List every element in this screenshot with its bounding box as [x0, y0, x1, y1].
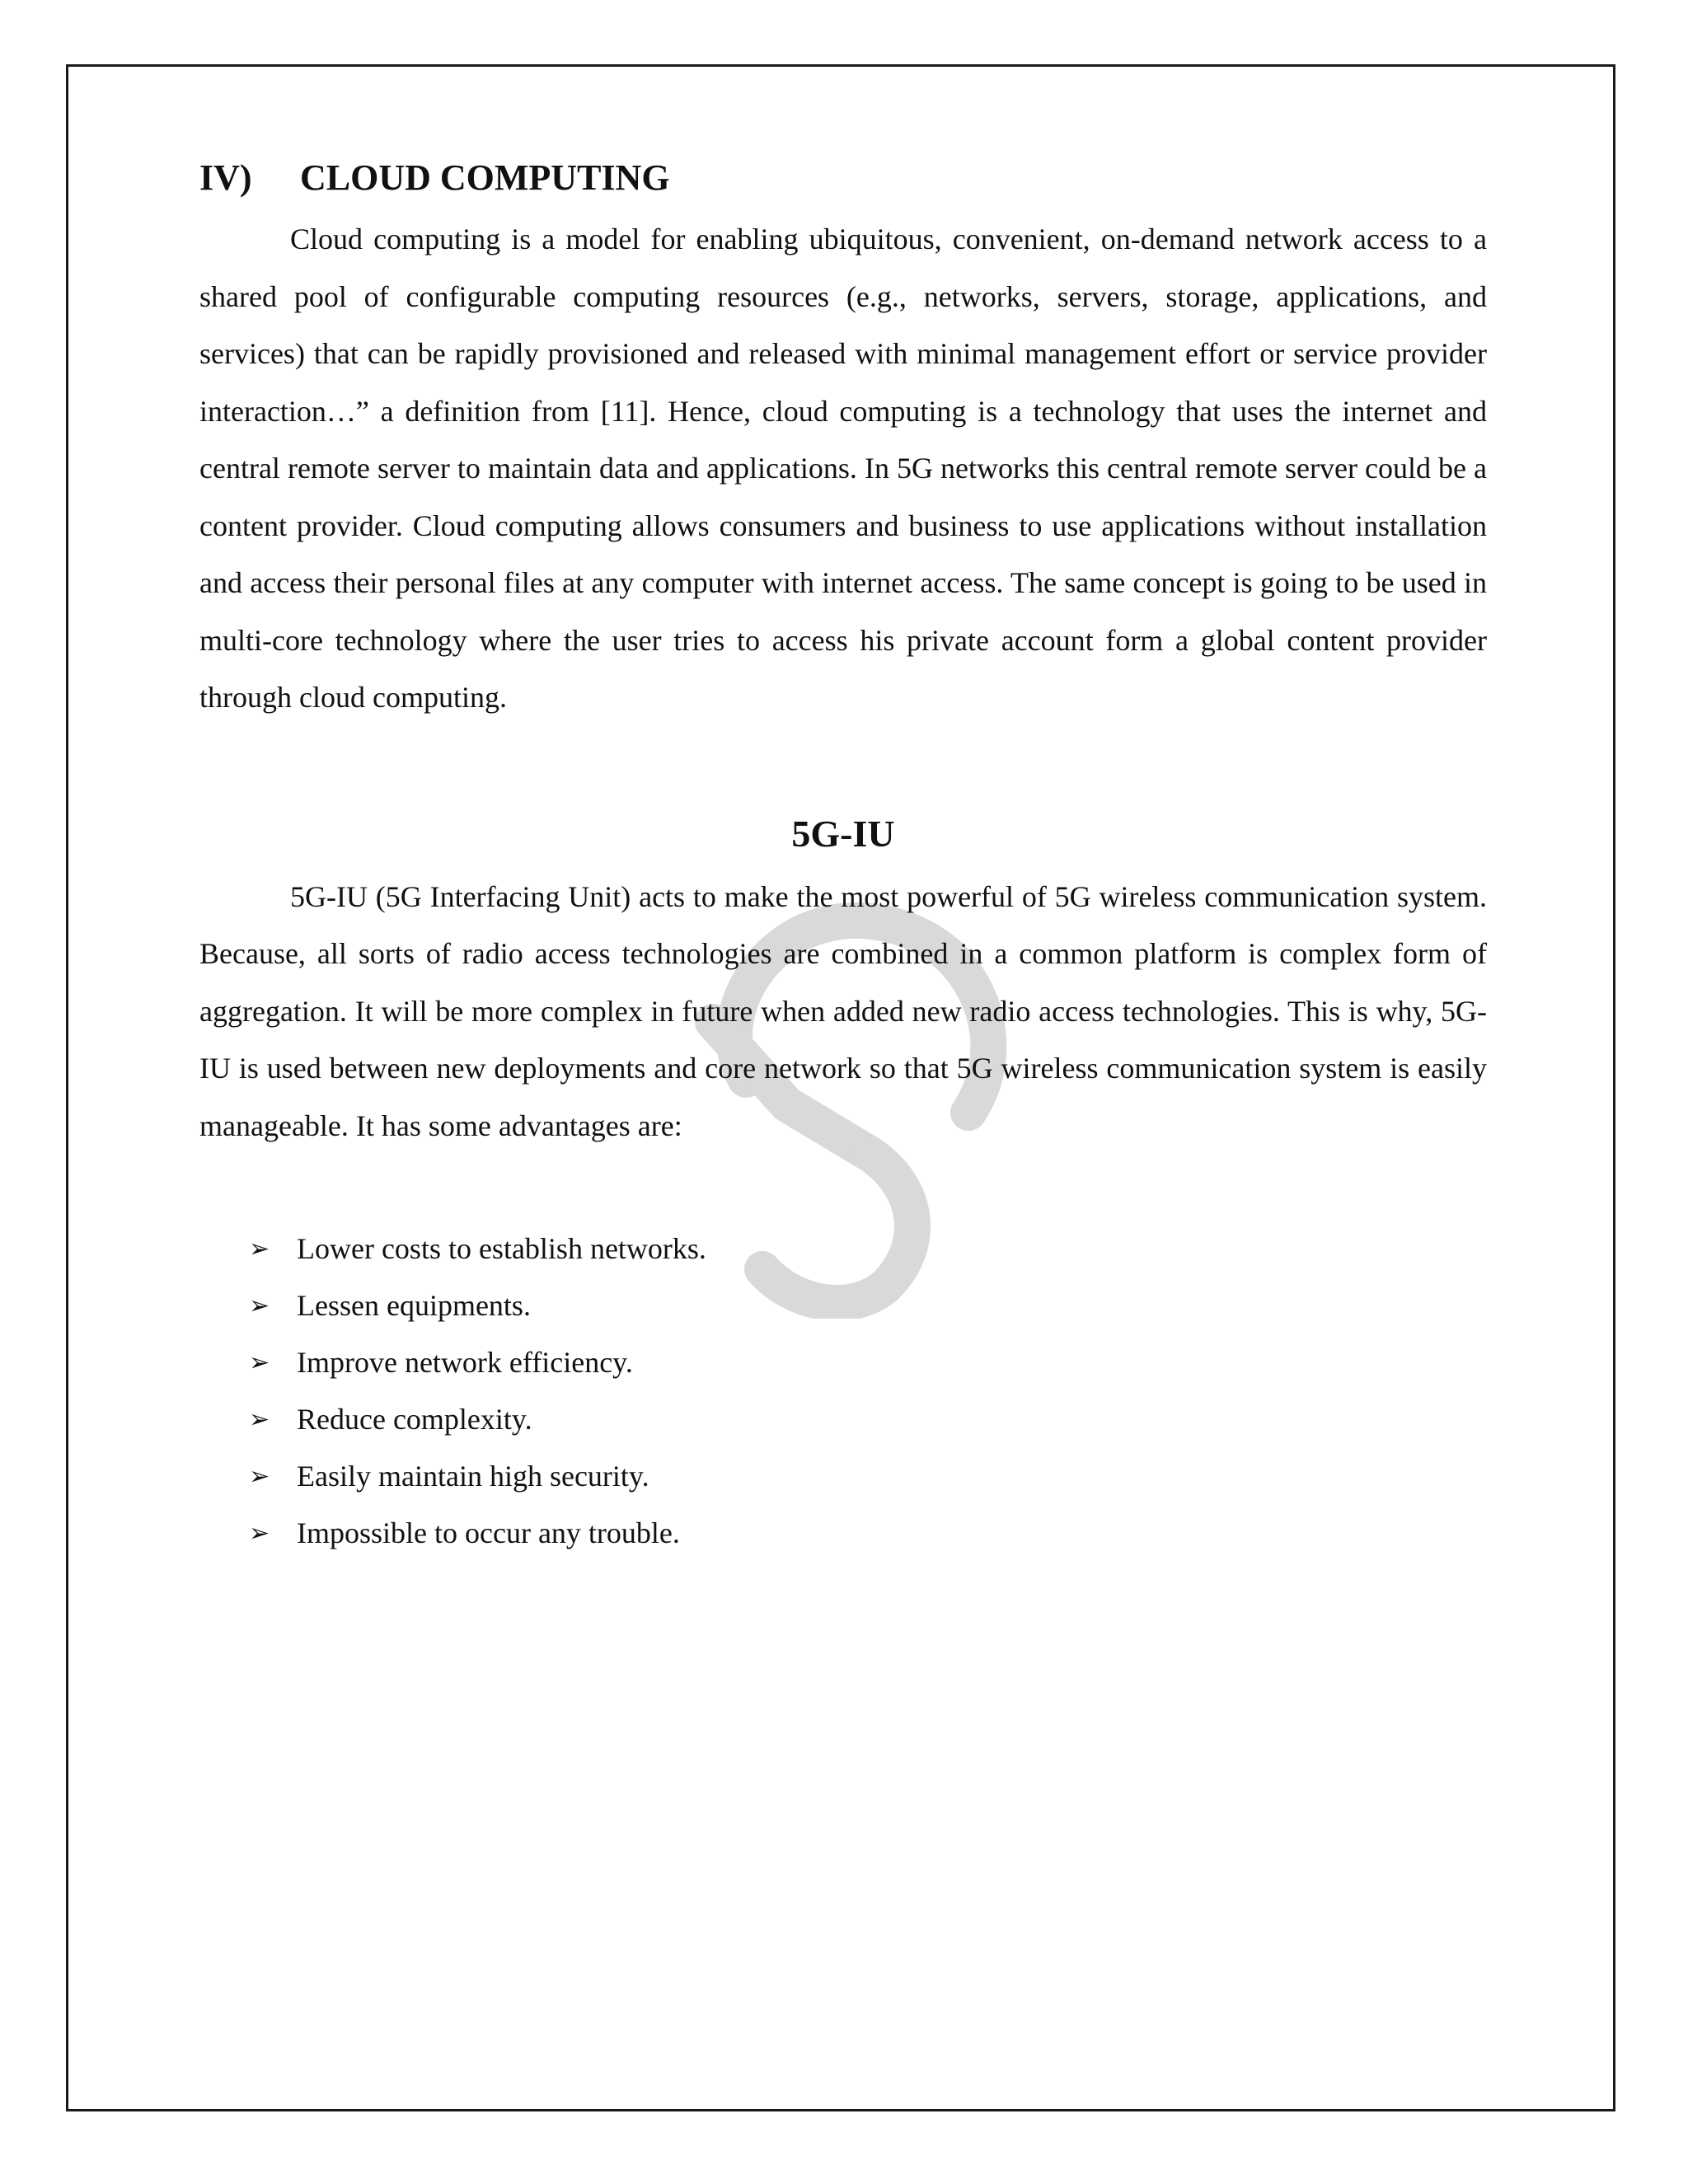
list-item	[249, 1277, 1487, 1334]
list-item	[249, 1391, 1487, 1448]
section-title: CLOUD COMPUTING	[300, 157, 670, 198]
arrowhead-bullet-icon: ➢	[249, 1519, 270, 1548]
list-item	[249, 1221, 1487, 1277]
arrowhead-bullet-icon: ➢	[249, 1291, 270, 1320]
arrowhead-bullet-icon: ➢	[249, 1348, 270, 1377]
list-item-text: Improve network efficiency.	[297, 1346, 633, 1379]
list-item-text: Impossible to occur any trouble.	[297, 1516, 680, 1549]
cloud-computing-paragraph: Cloud computing is a model for enabling ubiquitous, convenient, on-demand network access to a shared pool of configurable computing resources (e.g., networks, servers, storage, applications, and services) that can be rapidly provisioned and released with minimal management effort or service provider interaction…” a definition from [11]. Hence, cloud computing is a technology that uses the internet and central remote server to maintain data and applications. In 5G networks this central remote server could be a content provider. Cloud computing allows consumers and business to use applications without installation and access their personal files at any computer with internet access. The same concept is going to be used in multi-core technology where the user tries to access his private account form a global content provider through cloud computing.	[199, 223, 1487, 714]
advantages-list	[249, 1221, 1487, 1562]
section-heading-5g-iu: 5G-IU	[791, 812, 895, 855]
arrowhead-bullet-icon: ➢	[249, 1405, 270, 1434]
list-item-text: Lower costs to establish networks.	[297, 1232, 706, 1265]
5g-iu-paragraph: 5G-IU (5G Interfacing Unit) acts to make the most powerful of 5G wireless communication system. Because, all sorts of radio access technologies are combined in a common platform is complex form of aggregation. It will be more complex in future when added new radio access technologies. This is why, 5G-IU is used between new deployments and core network so that 5G wireless communication system is easily manageable. It has some advantages are:	[199, 879, 1487, 1142]
arrowhead-bullet-icon: ➢	[249, 1235, 270, 1263]
list-item	[249, 1505, 1487, 1562]
section-heading-cloud-computing	[199, 153, 1487, 203]
list-item-text: Lessen equipments.	[297, 1289, 531, 1322]
list-item-text: Reduce complexity.	[297, 1403, 532, 1436]
document-content	[199, 153, 1487, 1562]
list-item	[249, 1334, 1487, 1391]
list-item	[249, 1448, 1487, 1505]
section-number: IV)	[199, 157, 252, 198]
arrowhead-bullet-icon: ➢	[249, 1462, 270, 1491]
list-item-text: Easily maintain high security.	[297, 1460, 649, 1493]
